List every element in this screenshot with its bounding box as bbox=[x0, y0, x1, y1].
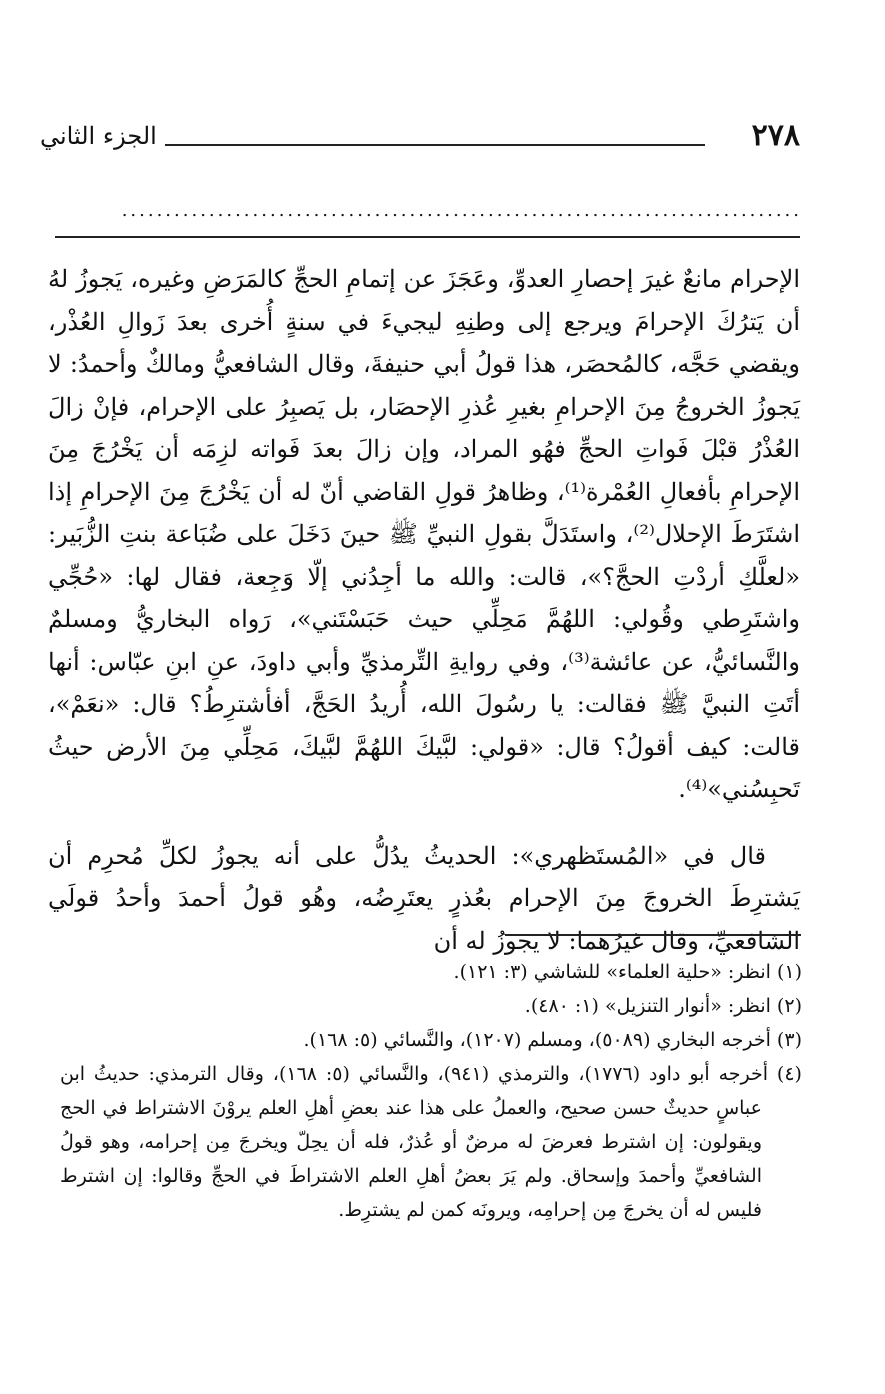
footnote-3: (٣) أخرجه البخاري (٥٠٨٩)، ومسلم (١٢٠٧)، والنَّسائي (٥: ١٦٨). bbox=[303, 1029, 802, 1051]
footnotes bbox=[60, 955, 802, 1227]
page-header bbox=[40, 118, 800, 168]
main-text-rule bbox=[55, 236, 800, 238]
footnote-4: (٤) أخرجه أبو داود (١٧٧٦)، والترمذي (٩٤١)، والنَّسائي (٥: ١٦٨)، وقال الترمذي: حديثُ ابن عباسٍ حديثٌ حسن صحيح، والعملُ على هذا عند بعضِ أهلِ العلم يروْنَ الاشتراط في الحج ويقولون: إن اشترط فعرضَ له مرضٌ أو عُذرٌ، فله أن يحِلّ ويخرجَ مِن إحرامه، وهو قولُ الشافعيِّ وأحمدَ وإسحاق. ولم يَرَ بعضُ أهلِ العلم الاشتراطَ في الحجِّ وقالوا: إن اشترط فليس له أن يخرجَ مِن إحرامِه، ويرونَه كمن لم يشترِط. bbox=[60, 1063, 802, 1221]
footnote-2: (٢) انظر: «أنوار التنزيل» (١: ٤٨٠). bbox=[524, 995, 802, 1017]
paragraph-2: قال في «المُستَظهري»: الحديثُ يدُلُّ على أنه يجوزُ لكلِّ مُحرِم أن يَشترِطَ الخروجَ مِنَ الإحرام بعُذرٍ يعتَرِضُه، وهُو قولُ أحمدَ وأحدُ قولَي الشافعيِّ، وقال غيرُهما: لا يجوزُ له أن bbox=[48, 841, 800, 955]
part-title: الجزء الثاني bbox=[40, 122, 157, 150]
footnote-1: (١) انظر: «حلية العلماء» للشاشي (٣: ١٢١). bbox=[453, 961, 802, 983]
header-rule bbox=[165, 144, 705, 146]
main-text bbox=[48, 258, 800, 962]
page-number: ٢٧٨ bbox=[751, 118, 800, 153]
dotted-separator: .............................................................................. bbox=[121, 200, 802, 221]
footnote-rule bbox=[505, 934, 801, 936]
paragraph-1: الإحرام مانعٌ غيرَ إحصارِ العدوِّ، وعَجَزَ عن إتمامِ الحجِّ كالمَرَضِ وغيره، يَجوزُ لهُ أن يَترُكَ الإحرامَ ويرجع إلى وطنِهِ ليجيءَ في سنةٍ أُخرى بعدَ زَوالِ العُذْر، ويقضي حَجَّه، كالمُحصَر، هذا قولُ أبي حنيفةَ، وقال الشافعيُّ ومالكٌ وأحمدُ: لا يَجوزُ الخروجُ مِنَ الإحرامِ بغيرِ عُذرِ الإحصَار، بل يَصبِرُ على الإحرام، فإنْ زالَ العُذْرُ قبْلَ فَواتِ الحجِّ فهُو المراد، وإن زالَ بعدَ فَواته لزِمَه أن يَخْرُجَ مِنَ الإحرامِ بأفعالِ العُمْرة⁽¹⁾، وظاهرُ قولِ القاضي أنّ له أن يَخْرُجَ مِنَ الإحرامِ إذا اشتَرَطَ الإحلال⁽²⁾، واستَدَلَّ بقولِ النبيِّ ﷺ حينَ دَخَلَ على ضُبَاعة بنتِ الزُّبَير: «لعلَّكِ أردْتِ الحجَّ؟»، قالت: والله ما أجِدُني إلّا وَجِعة، فقال لها: «حُجِّي واشتَرِطي وقُولي: اللهُمَّ مَحِلِّي حيث حَبَسْتَني»، رَواه البخاريُّ ومسلمٌ والنَّسائيُّ، عن عائشة⁽³⁾، وفي روايةِ التِّرمذيِّ وأبي داودَ، عنِ ابنِ عبّاس: أنها أتَتِ النبيَّ ﷺ فقالت: يا رسُولَ الله، أُريدُ الحَجَّ، أفأشترِطُ؟ قال: «نعَمْ»، قالت: كيف أقولُ؟ قال: «قولي: لبَّيكَ اللهُمَّ لبَّيكَ، مَحِلِّي مِنَ الأرض حيثُ تَحبِسُني»⁽⁴⁾. bbox=[48, 265, 801, 803]
